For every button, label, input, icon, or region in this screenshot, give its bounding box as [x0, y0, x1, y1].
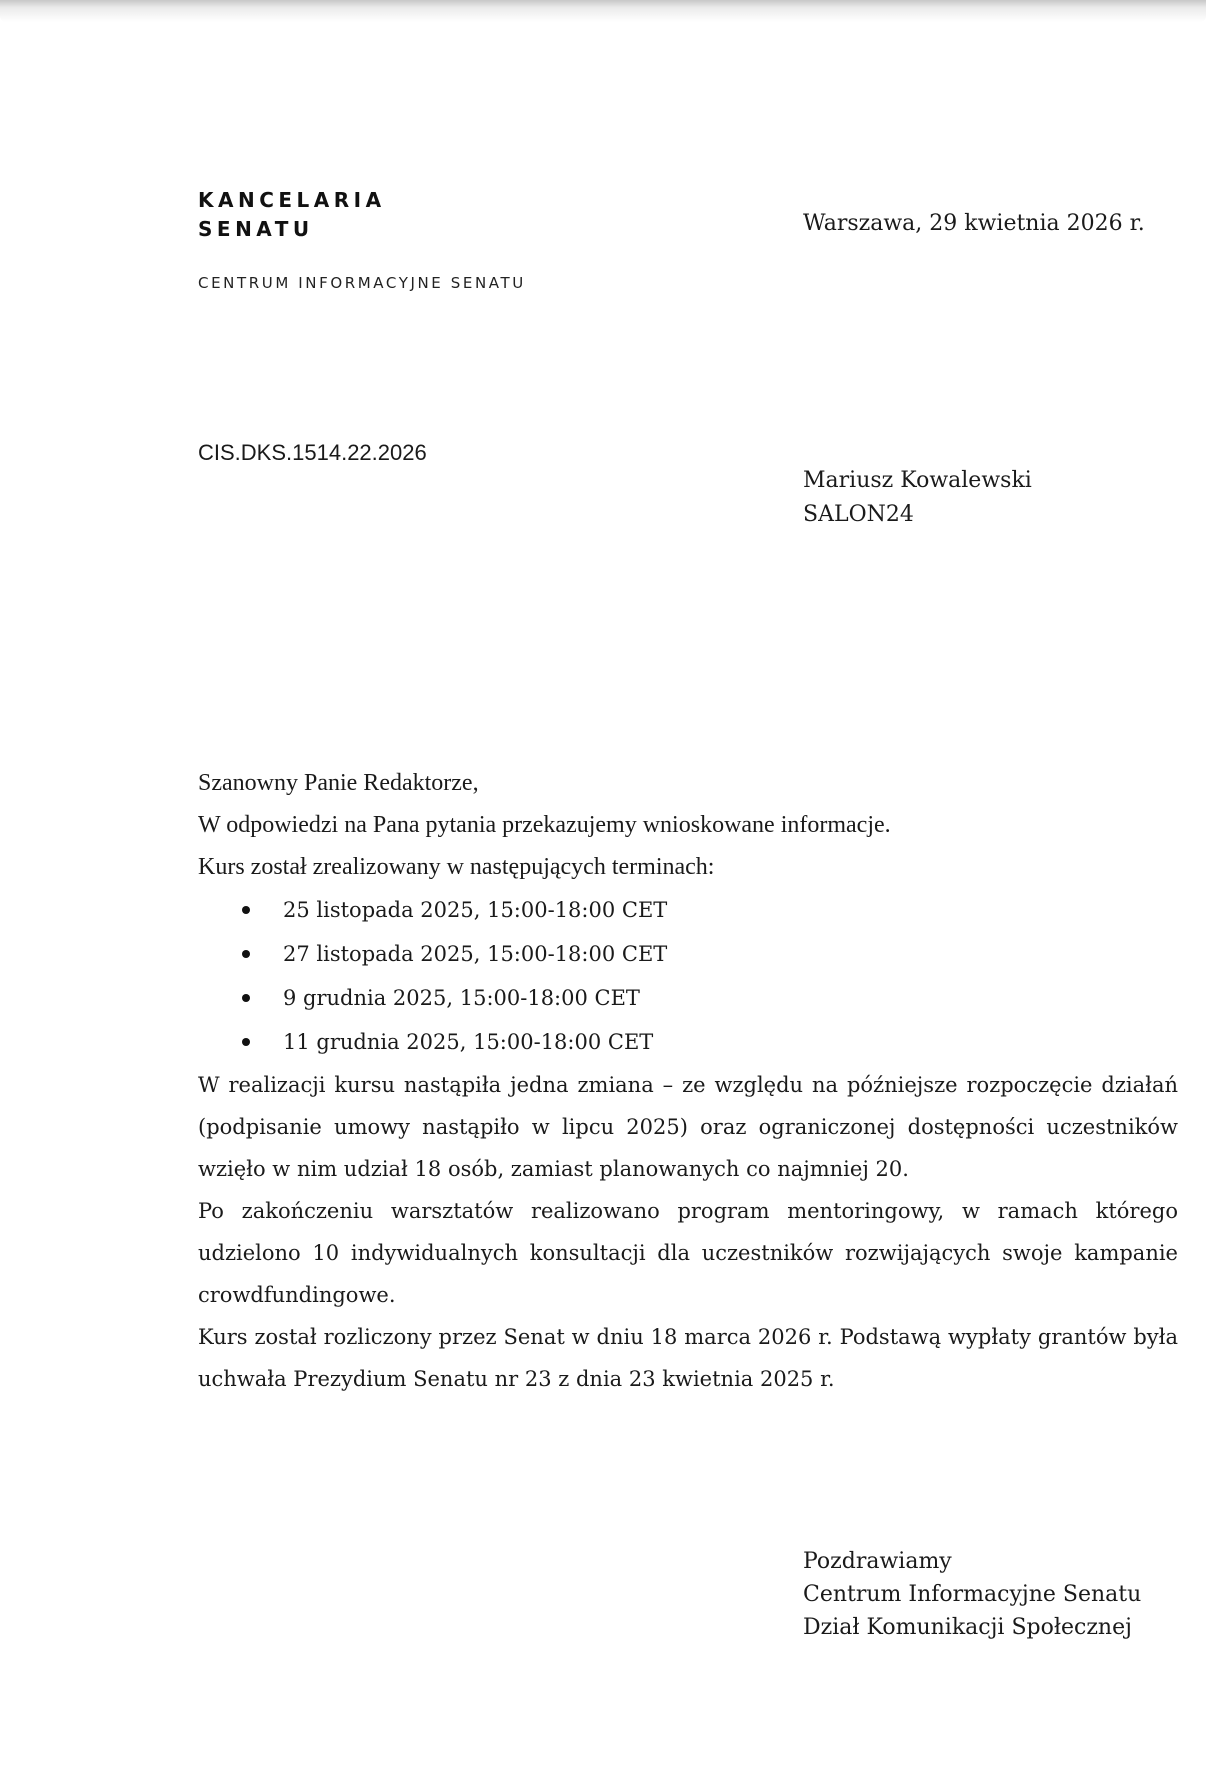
- letter-body: [198, 762, 1178, 1400]
- letterhead-line-1: KANCELARIA: [198, 188, 386, 212]
- letterhead-department: CENTRUM INFORMACYJNE SENATU: [198, 274, 526, 292]
- letterhead-line-2: SENATU: [198, 217, 314, 241]
- term-text: 9 grudnia 2025, 15:00-18:00 CET: [283, 986, 640, 1010]
- list-item: [198, 932, 1178, 976]
- place-and-date: Warszawa, 29 kwietnia 2026 r.: [803, 211, 1145, 236]
- recipient-name: Mariusz Kowalewski: [803, 468, 1032, 493]
- closing-greeting: Pozdrawiamy: [803, 1549, 952, 1574]
- bullet-icon: [242, 950, 250, 958]
- list-item: [198, 1020, 1178, 1064]
- closing-block: [803, 1545, 1141, 1644]
- list-item: [198, 976, 1178, 1020]
- list-item: [198, 888, 1178, 932]
- term-text: 11 grudnia 2025, 15:00-18:00 CET: [283, 1030, 654, 1054]
- recipient-outlet: SALON24: [803, 502, 914, 527]
- intro-paragraph: W odpowiedzi na Pana pytania przekazujemy wnioskowane informacje.: [198, 812, 891, 838]
- change-paragraph: W realizacji kursu nastąpiła jedna zmiana – ze względu na późniejsze rozpoczęcie działań (podpisanie umowy nastąpiło w lipcu 2025) oraz ograniczonej dostępności uczestników wzięło w nim udział 18 osób, zamiast planowanych co najmniej 20.: [198, 1073, 1178, 1181]
- terms-intro: Kurs został zrealizowany w następujących terminach:: [198, 854, 715, 880]
- settlement-paragraph: Kurs został rozliczony przez Senat w dniu 18 marca 2026 r. Podstawą wypłaty grantów była uchwała Prezydium Senatu nr 23 z dnia 23 kwietnia 2025 r.: [198, 1325, 1178, 1391]
- signatory-line-2: Dział Komunikacji Społecznej: [803, 1615, 1132, 1640]
- top-shadow: [0, 0, 1206, 22]
- terms-list: [198, 888, 1178, 1064]
- term-text: 27 listopada 2025, 15:00-18:00 CET: [283, 942, 668, 966]
- letterhead-organization: [198, 186, 386, 244]
- bullet-icon: [242, 1038, 250, 1046]
- reference-number: CIS.DKS.1514.22.2026: [198, 440, 427, 465]
- term-text: 25 listopada 2025, 15:00-18:00 CET: [283, 898, 668, 922]
- signatory-line-1: Centrum Informacyjne Senatu: [803, 1582, 1142, 1607]
- mentoring-paragraph: Po zakończeniu warsztatów realizowano program mentoringowy, w ramach którego udzielono 10 indywidualnych konsultacji dla uczestników rozwijających swoje kampanie crowdfundingowe.: [198, 1199, 1178, 1307]
- salutation: Szanowny Panie Redaktorze,: [198, 770, 479, 796]
- bullet-icon: [242, 906, 250, 914]
- bullet-icon: [242, 994, 250, 1002]
- recipient-block: [803, 464, 1032, 532]
